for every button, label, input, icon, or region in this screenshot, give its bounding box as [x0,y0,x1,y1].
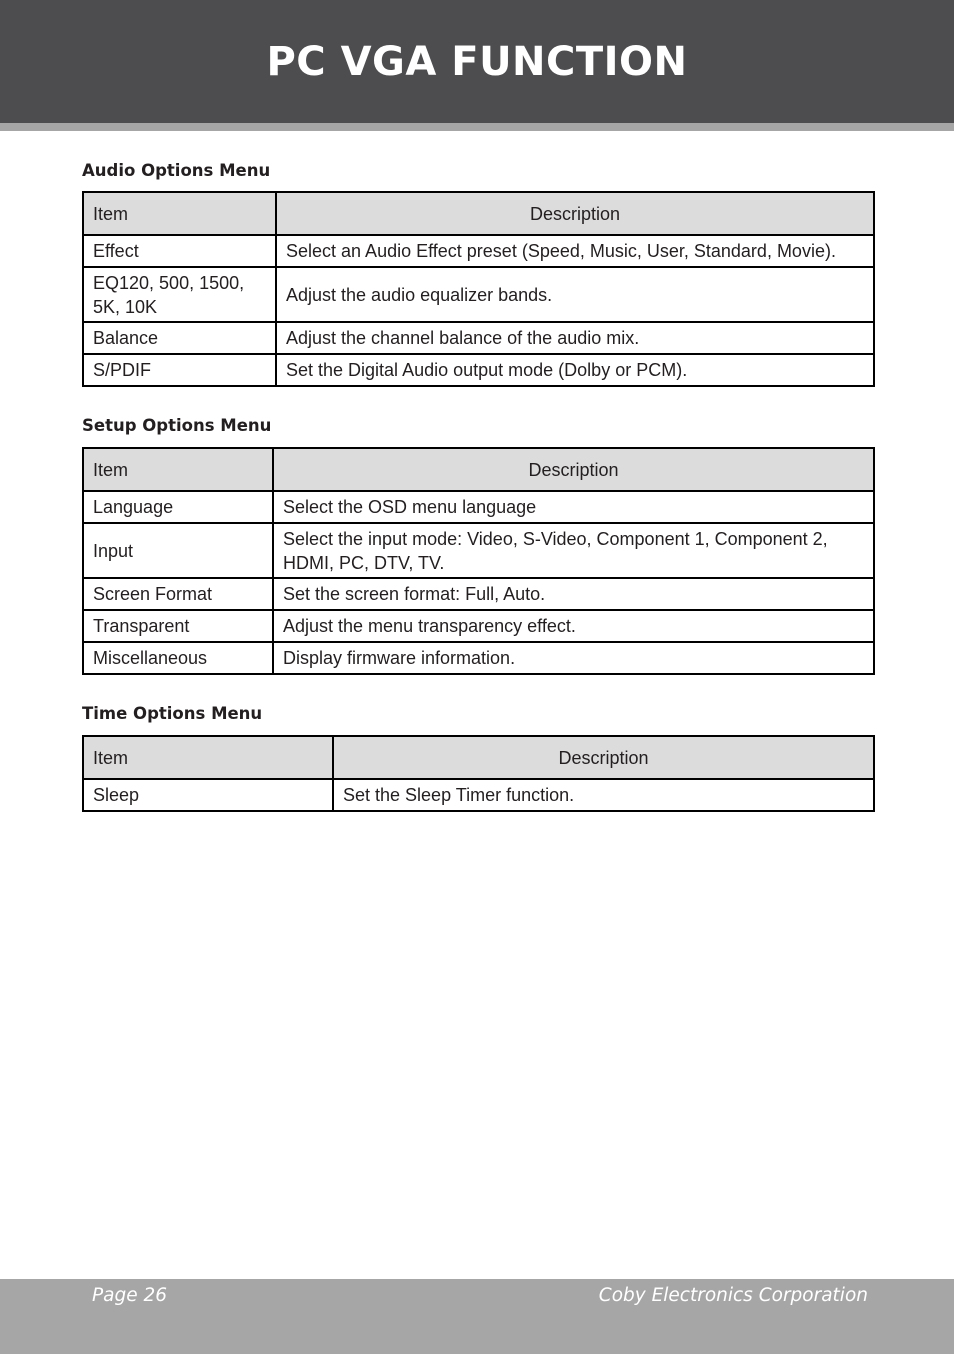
setup-options-heading: Setup Options Menu [82,416,272,435]
item-cell: Screen Format [83,578,273,610]
item-cell: EQ120, 500, 1500, 5K, 10K [83,267,276,322]
page-title: PC VGA FUNCTION [266,39,688,85]
description-cell: Select an Audio Effect preset (Speed, Music, User, Standard, Movie). [276,235,874,267]
header-divider [0,123,954,131]
company-name: Coby Electronics Corporation [598,1285,868,1306]
table-row [83,779,874,811]
table-row [83,354,874,386]
description-cell: Set the screen format: Full, Auto. [273,578,874,610]
time-options-table [82,735,875,812]
column-header-item: Item [83,736,333,779]
table-header-row [83,448,874,491]
description-cell: Select the input mode: Video, S-Video, Component 1, Component 2, HDMI, PC, DTV, TV. [273,523,874,578]
time-options-heading: Time Options Menu [82,704,263,723]
table-row [83,235,874,267]
description-cell: Adjust the audio equalizer bands. [276,267,874,322]
column-header-item: Item [83,448,273,491]
item-cell: Transparent [83,610,273,642]
table-header-row [83,736,874,779]
page-number: Page 26 [92,1285,168,1306]
item-cell: Input [83,523,273,578]
table-row [83,578,874,610]
item-cell: Balance [83,322,276,354]
table-row [83,322,874,354]
table-row [83,267,874,322]
column-header-description: Description [333,736,874,779]
table-row [83,523,874,578]
setup-options-table [82,447,875,675]
audio-options-heading: Audio Options Menu [82,161,271,180]
audio-options-table [82,191,875,387]
description-cell: Display firmware information. [273,642,874,674]
item-cell: Language [83,491,273,523]
column-header-item: Item [83,192,276,235]
table-row [83,610,874,642]
table-row [83,491,874,523]
description-cell: Set the Sleep Timer function. [333,779,874,811]
description-cell: Set the Digital Audio output mode (Dolby or PCM). [276,354,874,386]
description-cell: Adjust the channel balance of the audio mix. [276,322,874,354]
item-cell: Miscellaneous [83,642,273,674]
column-header-description: Description [273,448,874,491]
item-cell: S/PDIF [83,354,276,386]
item-cell: Sleep [83,779,333,811]
table-row [83,642,874,674]
column-header-description: Description [276,192,874,235]
description-cell: Adjust the menu transparency effect. [273,610,874,642]
table-header-row [83,192,874,235]
item-cell: Effect [83,235,276,267]
description-cell: Select the OSD menu language [273,491,874,523]
